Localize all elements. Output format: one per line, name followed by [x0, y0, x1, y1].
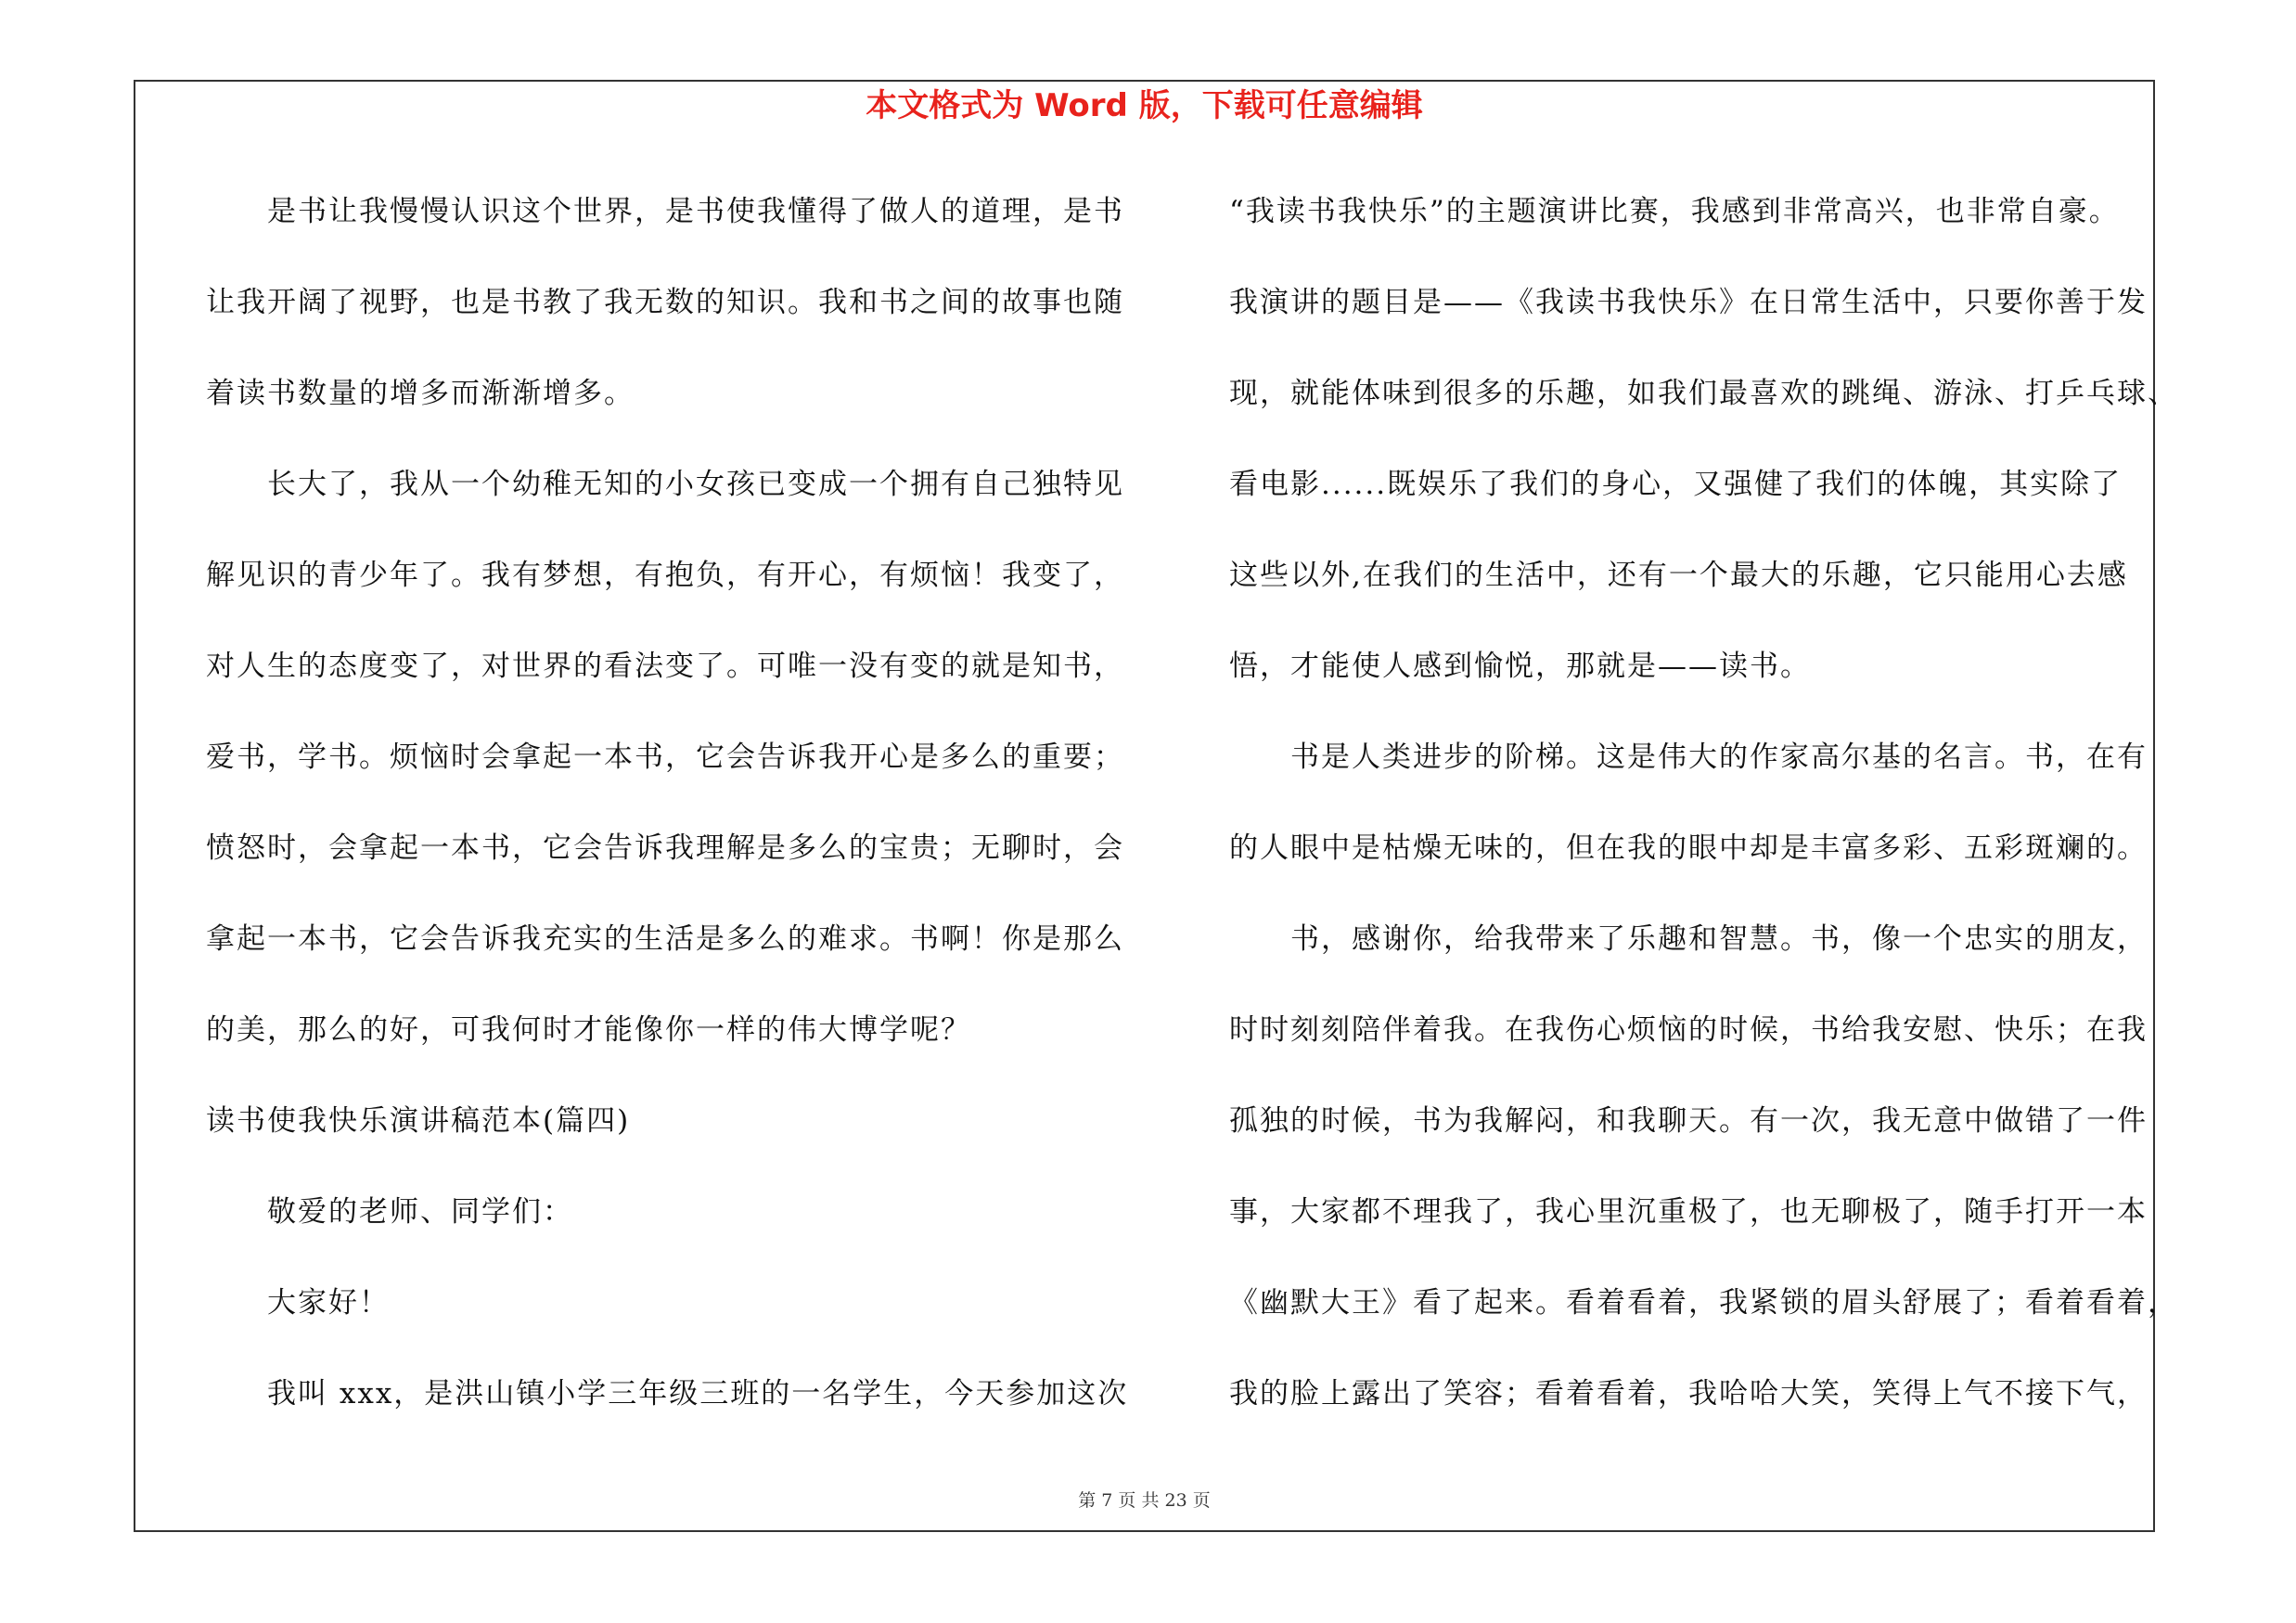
- paragraph-line: 我演讲的题目是——《我读书我快乐》在日常生活中，只要你善于发: [1229, 286, 2148, 319]
- paragraph-line: 的人眼中是枯燥无味的，但在我的眼中却是丰富多彩、五彩斑斓的。: [1229, 831, 2148, 865]
- paragraph-line: 《幽默大王》看了起来。看着看着，我紧锁的眉头舒展了；看着看着，: [1229, 1286, 2178, 1320]
- right-column: [1229, 184, 2178, 1457]
- paragraph-line: 书，感谢你，给我带来了乐趣和智慧。书，像一个忠实的朋友，: [1290, 922, 2148, 956]
- paragraph-line: 书是人类进步的阶梯。这是伟大的作家高尔基的名言。书，在有: [1290, 741, 2148, 774]
- paragraph-line: “我读书我快乐”的主题演讲比赛，我感到非常高兴，也非常自豪。: [1229, 195, 2120, 228]
- paragraph-line: 对人生的态度变了，对世界的看法变了。可唯一没有变的就是知书，: [206, 650, 1124, 683]
- paragraph-line: 拿起一本书，它会告诉我充实的生活是多么的难求。书啊！你是那么: [206, 922, 1124, 956]
- paragraph-line: 让我开阔了视野，也是书教了我无数的知识。我和书之间的故事也随: [206, 286, 1124, 319]
- left-column: [206, 184, 1143, 1457]
- paragraph-line: 这些以外,在我们的生活中，还有一个最大的乐趣，它只能用心去感: [1229, 559, 2128, 592]
- page-number-footer: 第 7 页 共 23 页: [1078, 1490, 1211, 1511]
- paragraph-line: 是书让我慢慢认识这个世界，是书使我懂得了做人的道理，是书: [267, 195, 1124, 228]
- section-heading: 读书使我快乐演讲稿范本(篇四): [206, 1104, 631, 1138]
- paragraph-line: 我的脸上露出了笑容；看着看着，我哈哈大笑，笑得上气不接下气，: [1229, 1377, 2148, 1410]
- paragraph-line: 看电影......既娱乐了我们的身心，又强健了我们的体魄，其实除了: [1229, 468, 2123, 501]
- greeting: 大家好！: [267, 1286, 390, 1320]
- paragraph-line: 悟，才能使人感到愉悦，那就是——读书。: [1229, 650, 1811, 683]
- paragraph-line: 现，就能体味到很多的乐趣，如我们最喜欢的跳绳、游泳、打乒乓球、: [1229, 377, 2178, 410]
- paragraph-line: 解见识的青少年了。我有梦想，有抱负，有开心，有烦恼！我变了，: [206, 559, 1124, 592]
- paragraph-line: 我叫 xxx，是洪山镇小学三年级三班的一名学生，今天参加这次: [267, 1377, 1129, 1410]
- paragraph-line: 着读书数量的增多而渐渐增多。: [206, 377, 635, 410]
- paragraph-line: 的美，那么的好，可我何时才能像你一样的伟大博学呢？: [206, 1013, 971, 1047]
- paragraph-line: 时时刻刻陪伴着我。在我伤心烦恼的时候，书给我安慰、快乐；在我: [1229, 1013, 2148, 1047]
- salutation: 敬爱的老师、同学们：: [267, 1195, 573, 1229]
- paragraph-line: 事，大家都不理我了，我心里沉重极了，也无聊极了，随手打开一本: [1229, 1195, 2148, 1229]
- paragraph-line: 爱书，学书。烦恼时会拿起一本书，它会告诉我开心是多么的重要；: [206, 741, 1124, 774]
- paragraph-line: 愤怒时，会拿起一本书，它会告诉我理解是多么的宝贵；无聊时，会: [206, 831, 1124, 865]
- paragraph-line: 长大了，我从一个幼稚无知的小女孩已变成一个拥有自己独特见: [267, 468, 1124, 501]
- paragraph-line: 孤独的时候，书为我解闷，和我聊天。有一次，我无意中做错了一件: [1229, 1104, 2148, 1138]
- header-banner: 本文格式为 Word 版，下载可任意编辑: [866, 87, 1423, 124]
